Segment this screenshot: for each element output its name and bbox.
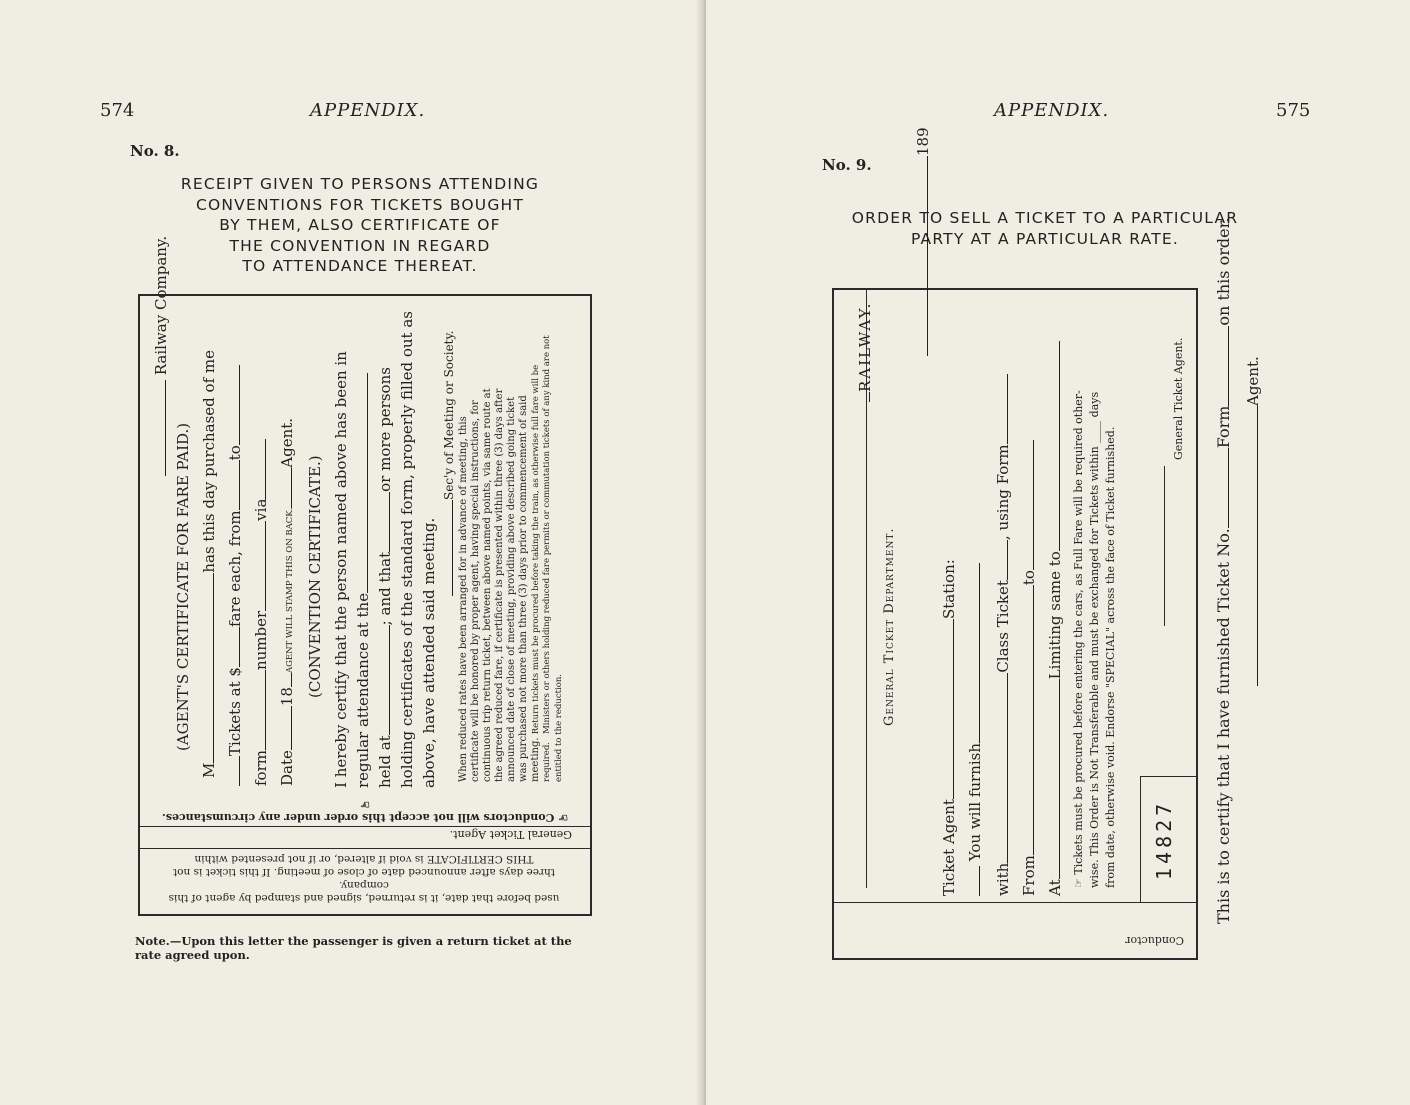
ticket-department-label: General Ticket Department. xyxy=(882,527,897,726)
certificate-void-notice: used before that date, it is returned, signed and stamped by agent of this company. three days after announced date of close of meeting. If this ticket is not THIS CERTIFICATE is void if altered, or if not presented within xyxy=(168,853,560,904)
fine-print-1: When reduced rates have been arranged for in advance of meeting, this xyxy=(458,416,469,782)
secretary-line: Sec'y of Meeting or Society. xyxy=(442,331,456,597)
form-divider-upper xyxy=(140,826,590,827)
left-page xyxy=(0,0,704,1105)
form-number-9: No. 9. xyxy=(822,156,872,174)
tickets-line: Tickets at $fare each, fromto xyxy=(226,365,244,786)
title-form-9: ORDER TO SELL A TICKET TO A PARTICULAR PARTY AT A PARTICULAR RATE. xyxy=(851,209,1239,248)
general-ticket-agent-label: General Ticket Agent. xyxy=(1172,337,1185,460)
serial-box-left xyxy=(1140,776,1141,902)
holding-line: holding certificates of the standard form, properly filled out as xyxy=(398,311,416,788)
railway-label: RAILWAY. xyxy=(856,302,874,402)
fine-print-4: the agreed reduced fare, if certificate is presented within three (3) days after xyxy=(494,388,505,782)
page-number-right: 575 xyxy=(1276,100,1311,121)
notice-line-2: wise. This Order is Not Transferable and must be exchanged for Tickets within ____ days xyxy=(1088,391,1101,888)
certify-line-1: I hereby certify that the person named above has been in xyxy=(332,351,350,788)
right-page xyxy=(706,0,1410,1105)
serial-box-top xyxy=(1140,776,1196,777)
fine-print-11: entitled to the reduction. xyxy=(554,673,564,782)
fine-print-2: certificate will be honored by proper agent, having special instructions, for xyxy=(470,400,481,782)
railway-company-label: Railway Company. xyxy=(152,236,170,476)
convention-certificate-heading: (CONVENTION CERTIFICATE.) xyxy=(306,455,324,698)
note-form-8: Note.—Upon this letter the passenger is given a return ticket at the rate agreed upon. xyxy=(135,934,572,962)
at-line: AtLimiting same to xyxy=(1046,341,1064,896)
notice-line-3: from date, otherwise void. Endorse "SPECIAL" across the face of Ticket furnished. xyxy=(1104,426,1117,888)
form-number-line: formnumbervia xyxy=(252,439,270,786)
notice-line-1: ☞ Tickets must be procured before entering the cars, as Full Fare will be required other- xyxy=(1072,390,1085,888)
agent-certificate-form xyxy=(138,235,592,916)
furnish-line: You will furnish xyxy=(966,563,984,896)
ticket-agent-line: Ticket AgentStation: xyxy=(940,559,958,896)
agent-certificate-heading: (AGENT'S CERTIFICATE FOR FARE PAID.) xyxy=(174,422,192,751)
from-line: Fromto xyxy=(1020,440,1038,896)
title-form-8: RECEIPT GIVEN TO PERSONS ATTENDING CONVENTIONS FOR TICKETS BOUGHT BY THEM, ALSO CERTIFICATE OF THE CONVENTION IN REGARD TO ATTENDANCE THEREAT. xyxy=(180,175,540,275)
date-year: 189 xyxy=(914,127,932,356)
fine-print-3: continuous trip return ticket, between above named points, via same route at xyxy=(482,388,493,782)
above-line: above, have attended said meeting. xyxy=(420,517,438,788)
running-head-left: APPENDIX. xyxy=(310,100,426,121)
general-ticket-agent-upside: General Ticket Agent. xyxy=(449,828,572,841)
with-line: withClass Ticket, using Form xyxy=(994,374,1012,896)
date-agent-line: Date18AGENT WILL STAMP THIS ON BACK.Agent. xyxy=(278,417,296,786)
form-divider-lower xyxy=(140,848,590,849)
order-form-divider xyxy=(834,902,1196,903)
held-at-line: held at; and thator more persons xyxy=(376,367,394,788)
gta-signature-line xyxy=(1164,466,1165,626)
certify-line-2: regular attendance at the xyxy=(354,373,372,788)
page-number-left: 574 xyxy=(100,100,135,121)
certify-ticket-line: This is to certify that I have furnished Ticket No.Formon this order. xyxy=(1214,217,1233,924)
form-number-8: No. 8. xyxy=(130,142,180,160)
agent-signature: Agent. xyxy=(1244,356,1262,686)
purchaser-line: Mhas this day purchased of me xyxy=(200,349,218,778)
conductors-notice: ☞ Conductors will not accept this order under any circumstances. ☞ xyxy=(161,798,569,824)
conductor-label: Conductor xyxy=(1125,934,1184,947)
fine-print-7: meeting. Return tickets must be procured before taking the train, as otherwise full fare will be xyxy=(530,364,541,782)
fine-print-9: required. Ministers or others holding reduced fare permits or commutation tickets of any kind are not xyxy=(542,335,552,782)
fine-print-5: announced date of close of meeting, providing above described going ticket xyxy=(506,396,517,782)
running-head-right: APPENDIX. xyxy=(994,100,1110,121)
fine-print-6: was purchased not more than three (3) days prior to commencement of said xyxy=(518,395,529,782)
stamp-notice: AGENT WILL STAMP THIS ON BACK. xyxy=(285,507,295,674)
serial-number: 14827 xyxy=(1152,799,1176,880)
